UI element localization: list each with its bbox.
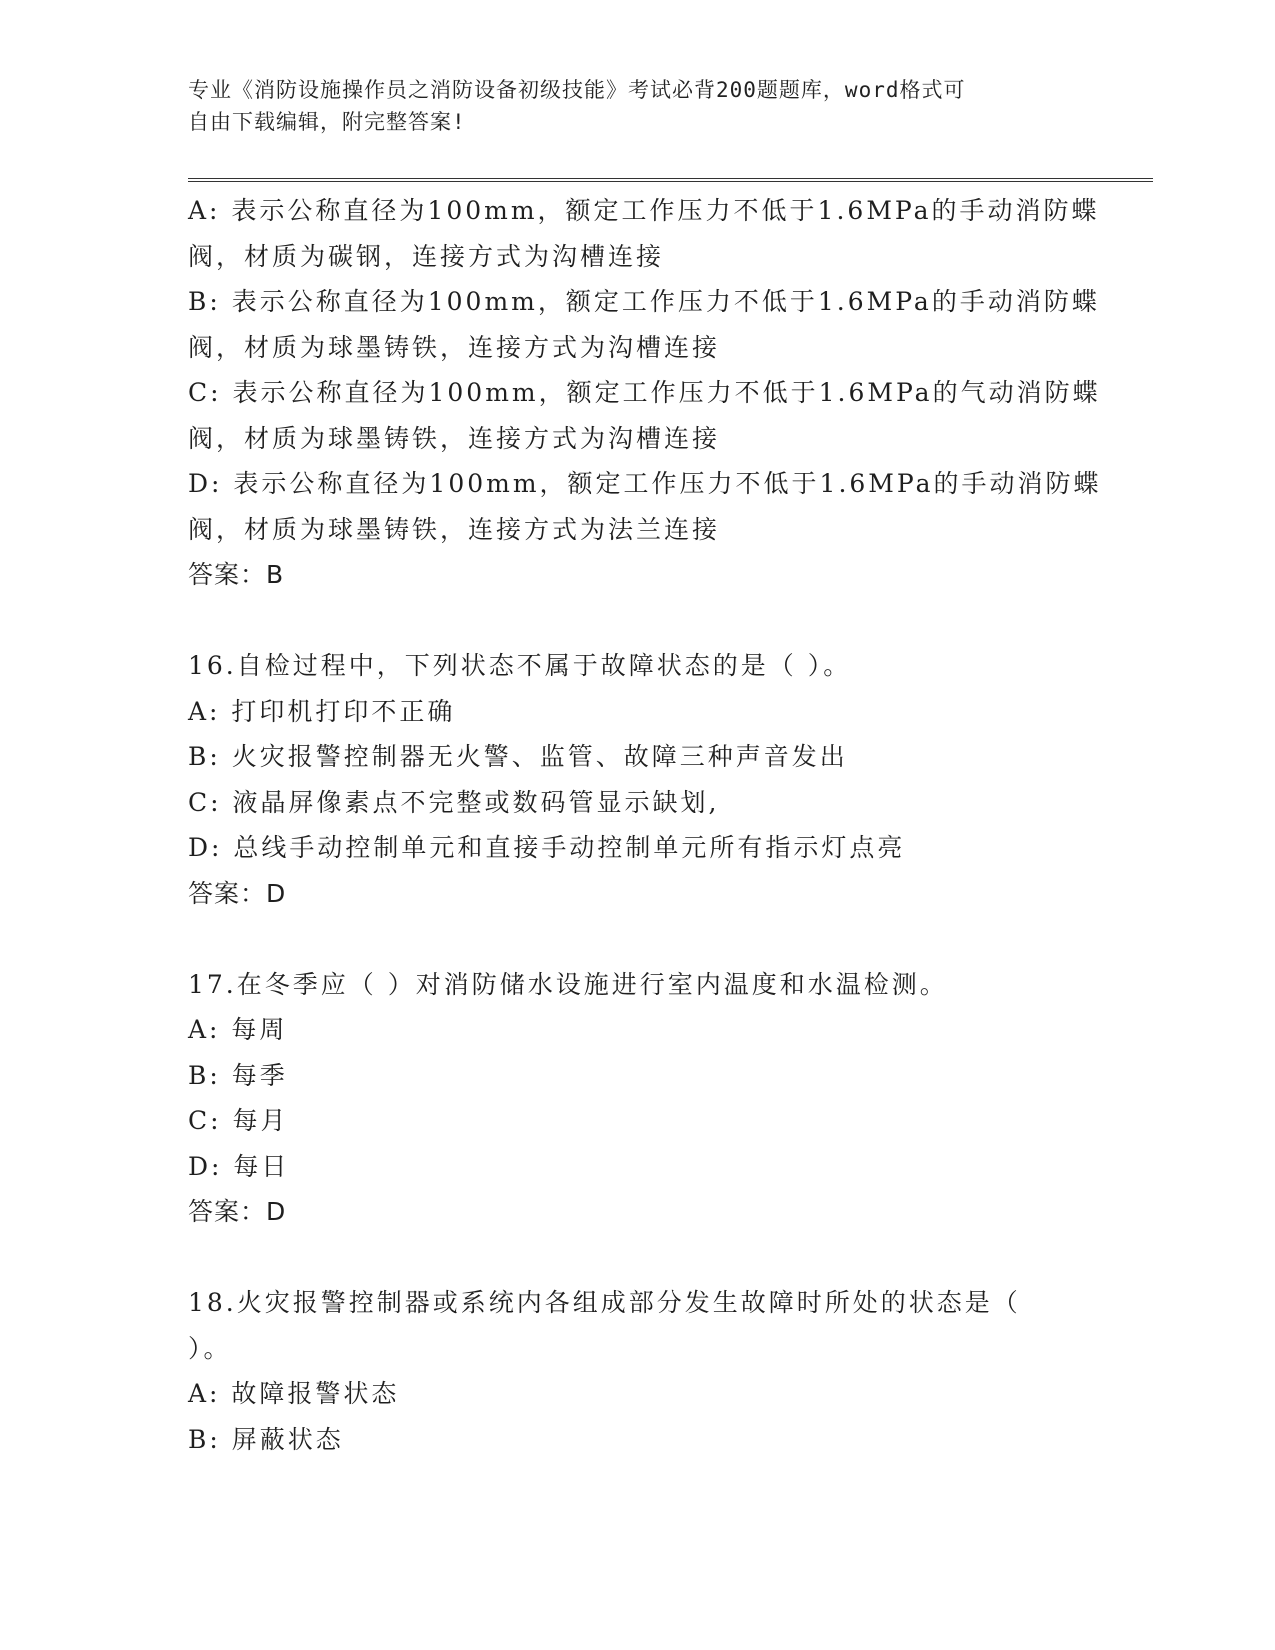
q17-option-a: A: 每周: [188, 1015, 288, 1044]
q15-option-c-line-2: 阀，材质为球墨铸铁，连接方式为沟槽连接: [188, 423, 721, 453]
q16-option-b: B: 火灾报警控制器无火警、监管、故障三种声音发出: [188, 742, 848, 771]
q17-option-c: C: 每月: [188, 1106, 289, 1135]
q15-option-d-line-2: 阀，材质为球墨铸铁，连接方式为法兰连接: [188, 514, 721, 544]
header-line-2: 自由下载编辑，附完整答案!: [188, 110, 466, 134]
q16-option-d: D: 总线手动控制单元和直接手动控制单元所有指示灯点亮: [188, 833, 906, 862]
spacer: [188, 916, 1088, 962]
q17-option-d: D: 每日: [188, 1151, 290, 1181]
q16-option-a: A: 打印机打印不正确: [188, 696, 456, 726]
document-header: [188, 74, 1088, 138]
q18-option-b: B: 屏蔽状态: [188, 1424, 344, 1454]
q15-option-b-line-2: 阀，材质为球墨铸铁，连接方式为沟槽连接: [188, 332, 721, 362]
q18-question-line-2: ）。: [188, 1333, 232, 1363]
question-16: [188, 643, 1088, 916]
q15-option-d-line-1: D: 表示公称直径为100mm，额定工作压力不低于1.6MPa的手动消防蝶: [188, 469, 1102, 498]
spacer: [188, 598, 1088, 644]
q16-question: 16.自检过程中，下列状态不属于故障状态的是（ ）。: [188, 651, 852, 680]
q17-option-b: B: 每季: [188, 1060, 288, 1090]
q15-option-a-line-2: 阀，材质为碳钢，连接方式为沟槽连接: [188, 241, 665, 271]
q15-option-c-line-1: C: 表示公称直径为100mm，额定工作压力不低于1.6MPa的气动消防蝶: [188, 378, 1101, 407]
document-body: [188, 188, 1102, 1462]
q18-question-line-1: 18.火灾报警控制器或系统内各组成部分发生故障时所处的状态是（: [188, 1288, 1021, 1317]
question-15: [188, 188, 1102, 598]
q18-option-a: A: 故障报警状态: [188, 1379, 400, 1408]
q16-option-c: C: 液晶屏像素点不完整或数码管显示缺划,: [188, 787, 720, 817]
q15-answer: 答案：B: [188, 560, 285, 589]
spacer: [188, 1235, 1088, 1281]
q17-answer: 答案：D: [188, 1197, 287, 1226]
q15-option-b-line-1: B: 表示公称直径为100mm，额定工作压力不低于1.6MPa的手动消防蝶: [188, 287, 1100, 316]
q15-option-a-line-1: A: 表示公称直径为100mm，额定工作压力不低于1.6MPa的手动消防蝶: [188, 196, 1100, 225]
question-18: [188, 1280, 1088, 1462]
q16-answer: 答案：D: [188, 878, 287, 908]
header-divider: [188, 178, 1153, 182]
question-17: [188, 962, 1088, 1235]
header-line-1: 专业《消防设施操作员之消防设备初级技能》考试必背200题题库，word格式可: [188, 78, 966, 102]
q17-question: 17.在冬季应（ ）对消防储水设施进行室内温度和水温检测。: [188, 969, 948, 999]
